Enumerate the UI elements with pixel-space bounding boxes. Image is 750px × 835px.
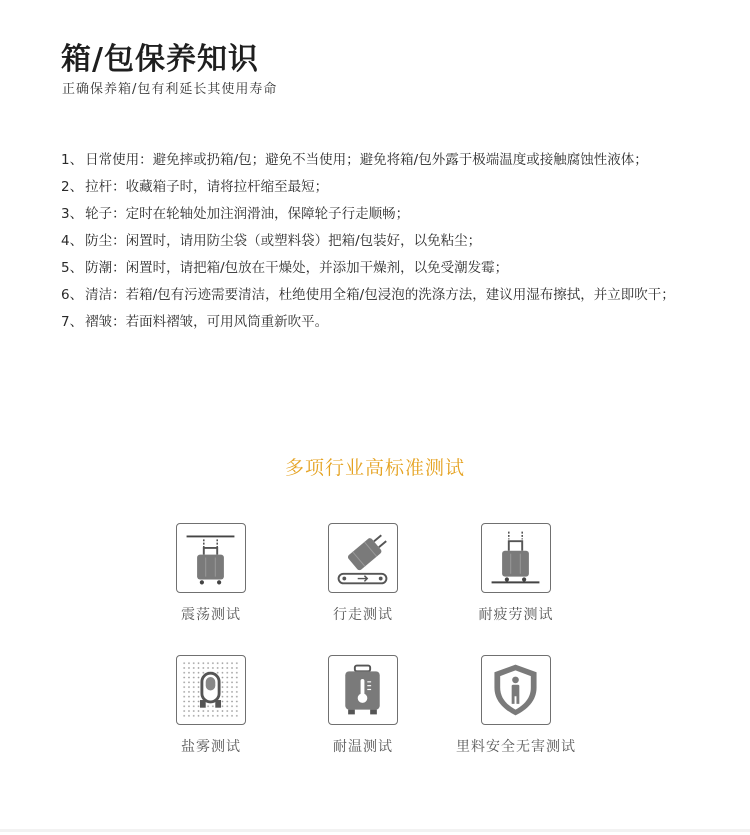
test-item-fatigue [426,523,606,625]
item-number: 1、 [61,152,84,168]
item-text: 轮子：定时在轮轴处加注润滑油，保障轮子行走顺畅； [85,206,410,222]
fatigue-test-icon [481,523,551,593]
item-number: 6、 [61,287,84,303]
test-label: 震荡测试 [181,607,241,623]
item-number: 4、 [61,233,84,249]
item-text: 褶皱：若面料褶皱，可用风筒重新吹平。 [85,314,329,330]
item-text: 日常使用：避免摔或扔箱/包；避免不当使用；避免将箱/包外露于极端温度或接触腐蚀性液体； [85,152,648,168]
lining-safety-test-icon [481,655,551,725]
test-label: 盐雾测试 [181,739,241,755]
test-label: 行走测试 [333,607,393,623]
item-text: 清洁：若箱/包有污迹需要清洁，杜绝使用全箱/包浸泡的洗涤方法，建议用湿布擦拭，并立即吹干； [85,287,675,303]
item-number: 7、 [61,314,84,330]
list-item [61,255,681,282]
list-item [61,228,681,255]
page-subtitle: 正确保养箱/包有利延长其使用寿命 [62,82,278,97]
item-text: 拉杆：收藏箱子时，请将拉杆缩至最短； [85,179,329,195]
page-title: 箱/包保养知识 [61,42,259,77]
test-item-lining-safety [426,655,606,757]
item-number: 2、 [61,179,84,195]
list-item [61,174,681,201]
item-text: 防尘：闲置时，请用防尘袋（或塑料袋）把箱/包装好，以免粘尘； [85,233,482,249]
vibration-test-icon [176,523,246,593]
test-label: 耐疲劳测试 [478,607,554,623]
care-instructions-list [61,147,681,336]
bottom-divider [0,829,750,832]
item-number: 5、 [61,260,84,276]
walking-test-icon [328,523,398,593]
list-item [61,282,681,309]
salt-spray-test-icon [176,655,246,725]
tests-section-title: 多项行业高标准测试 [284,457,465,479]
item-text: 防潮：闲置时，请把箱/包放在干燥处，并添加干燥剂，以免受潮发霉； [85,260,509,276]
list-item [61,201,681,228]
item-number: 3、 [61,206,84,222]
list-item [61,309,681,336]
temperature-test-icon [328,655,398,725]
test-label: 耐温测试 [333,739,393,755]
list-item [61,147,681,174]
test-label: 里料安全无害测试 [456,739,576,755]
